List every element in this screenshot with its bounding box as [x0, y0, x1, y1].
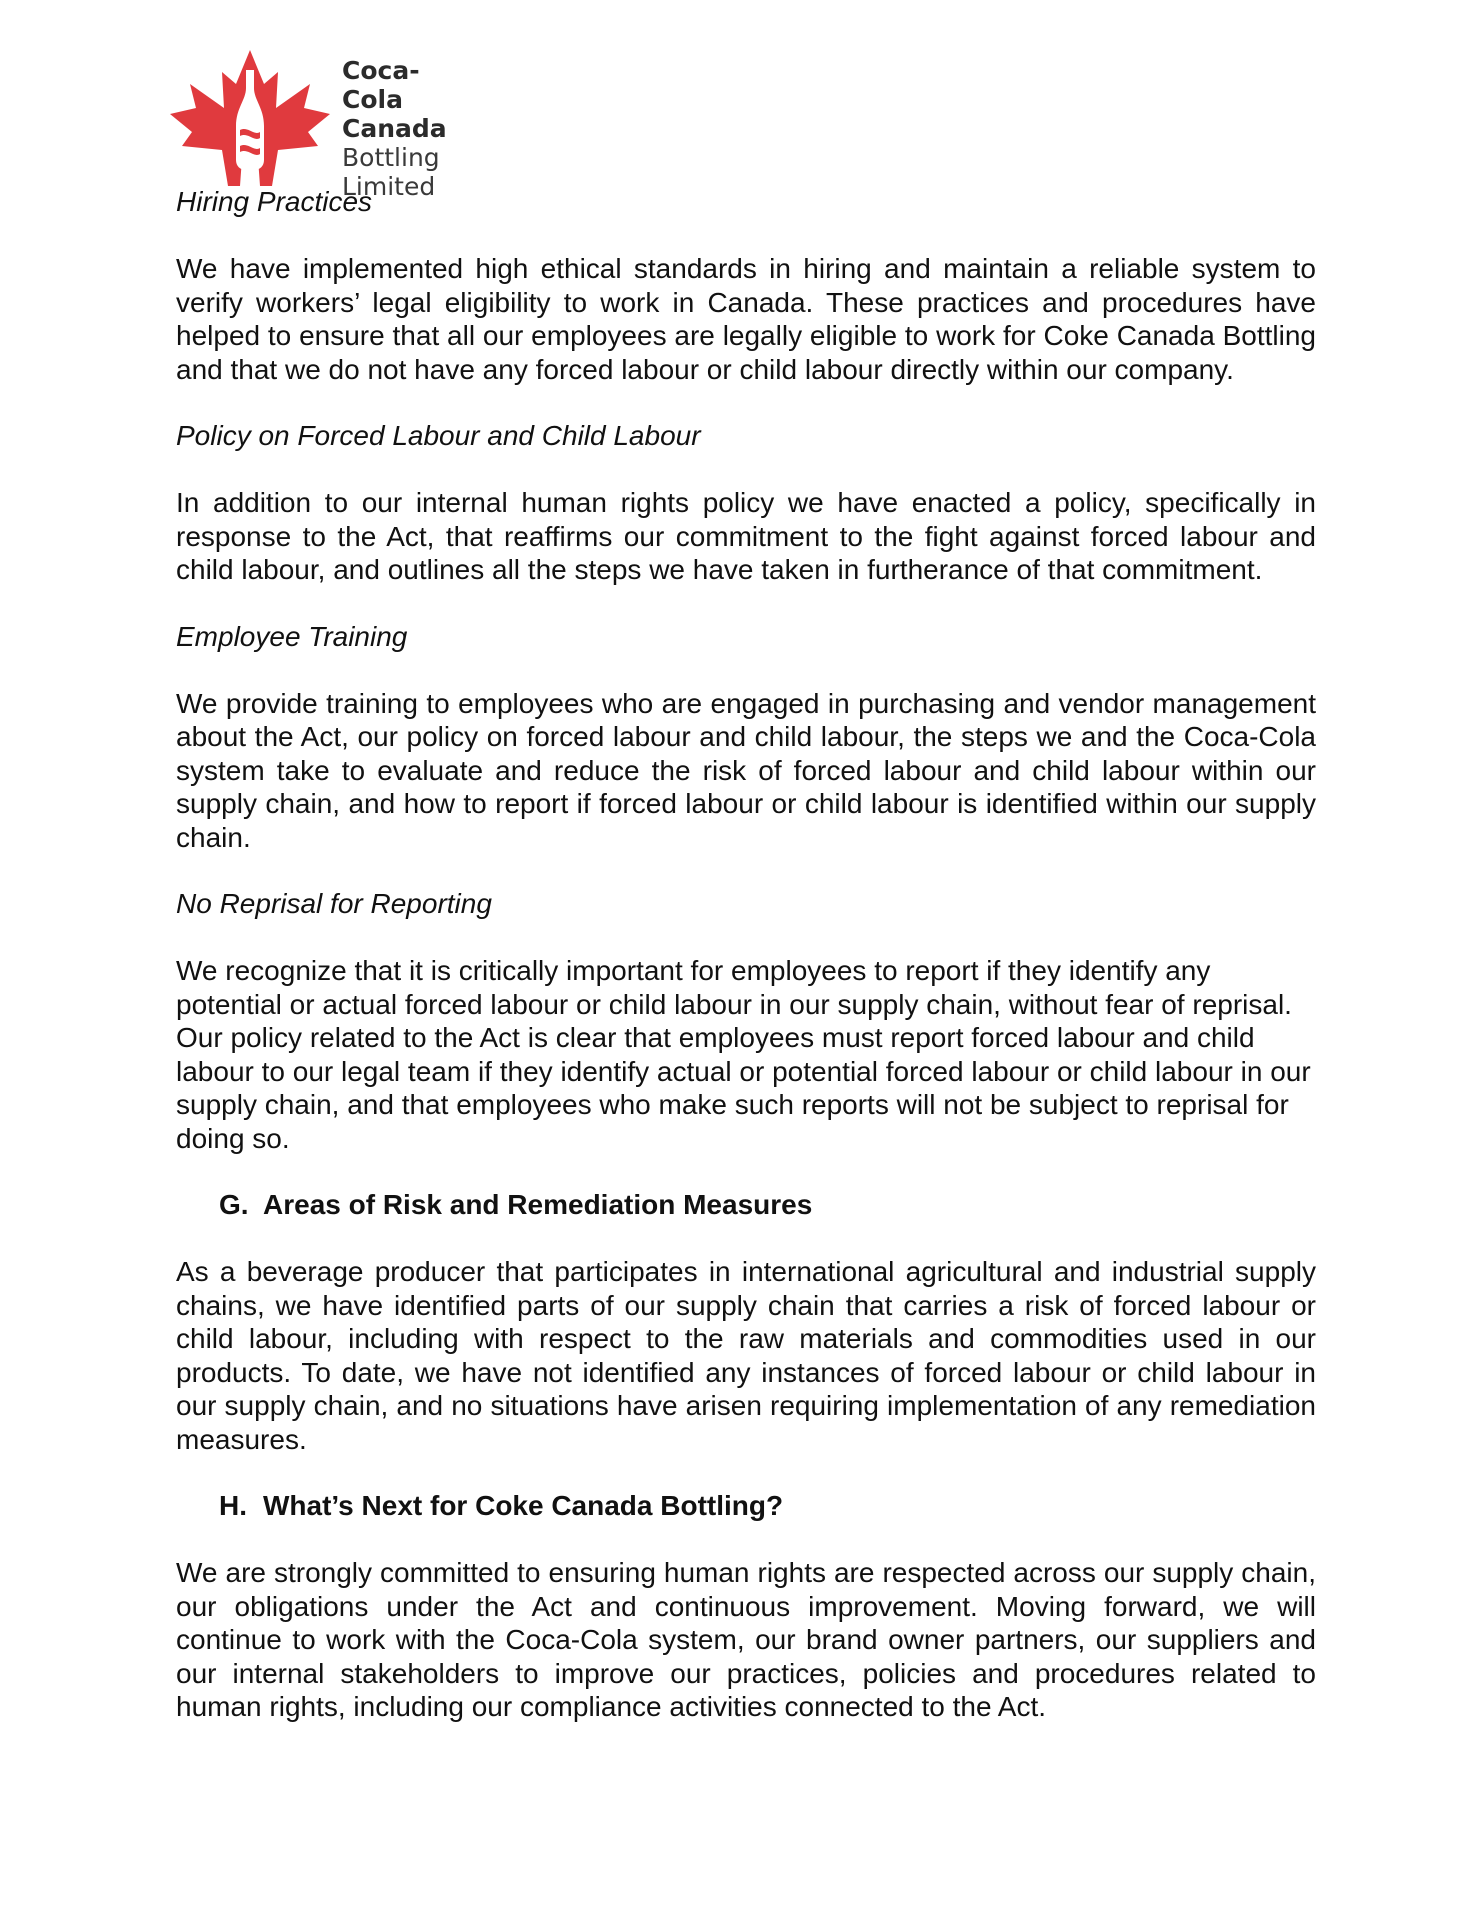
policy-heading: Policy on Forced Labour and Child Labour	[176, 420, 701, 451]
hiring-practices-paragraph: We have implemented high ethical standards in hiring and maintain a reliable system to verify workers’ legal eligibility to work in Canada. These practices and procedures have helped to ensure that all our employees are legally eligible to work for Coke Canada Bottling and that we do not have any forced labour or child labour directly within our company.	[176, 253, 1316, 385]
document-body	[176, 185, 1316, 1757]
no-reprisal-paragraph: We recognize that it is critically important for employees to report if they identify any potential or actual forced labour or child labour in our supply chain, without fear of reprisal. Our policy related to the Act is clear that employees must report forced labour and child labour to our legal team if they identify actual or potential forced labour or child labour in our supply chain, and that employees who make such reports will not be subject to reprisal for doing so.	[176, 955, 1311, 1154]
maple-leaf-bottle-icon	[160, 48, 340, 188]
policy-paragraph: In addition to our internal human rights policy we have enacted a policy, specifically in response to the Act, that reaffirms our commitment to the fight against forced labour and child labour, and outlines all the steps we have taken in furtherance of that commitment.	[176, 487, 1316, 585]
hiring-practices-heading: Hiring Practices	[176, 186, 373, 217]
section-h-heading	[176, 1489, 1316, 1523]
company-logo	[160, 48, 480, 201]
employee-training-heading: Employee Training	[176, 620, 408, 652]
section-g-heading	[176, 1188, 1316, 1222]
section-h-title: What’s Next for Coke Canada Bottling?	[263, 1490, 784, 1521]
areas-of-risk-paragraph: As a beverage producer that participates in international agricultural and industrial supply chains, we have identified parts of our supply chain that carries a risk of forced labour or child labour, including with respect to the raw materials and commodities used in our products. To date, we have not identified any instances of forced labour or child labour in our supply chain, and no situations have arisen requiring implementation of any remediation measures.	[176, 1256, 1316, 1455]
whats-next-paragraph: We are strongly committed to ensuring human rights are respected across our supply chain, our obligations under the Act and continuous improvement. Moving forward, we will continue to work with the Coca-Cola system, our brand owner partners, our suppliers and our internal stakeholders to improve our practices, policies and procedures related to human rights, including our compliance activities connected to the Act.	[176, 1557, 1316, 1722]
logo-line-2: Canada	[342, 114, 447, 143]
section-g-letter: G.	[219, 1189, 249, 1220]
logo-line-4: Limited	[342, 172, 436, 201]
logo-line-1: Coca-Cola	[342, 56, 420, 114]
section-g-title: Areas of Risk and Remediation Measures	[263, 1189, 813, 1220]
logo-line-3: Bottling	[342, 143, 440, 172]
employee-training-paragraph: We provide training to employees who are engaged in purchasing and vendor management about the Act, our policy on forced labour and child labour, the steps we and the Coca-Cola system take to evaluate and reduce the risk of forced labour and child labour within our supply chain, and how to report if forced labour or child labour is identified within our supply chain.	[176, 687, 1316, 853]
no-reprisal-heading: No Reprisal for Reporting	[176, 888, 492, 919]
logo-wordmark	[342, 56, 480, 201]
section-h-letter: H.	[219, 1490, 247, 1521]
